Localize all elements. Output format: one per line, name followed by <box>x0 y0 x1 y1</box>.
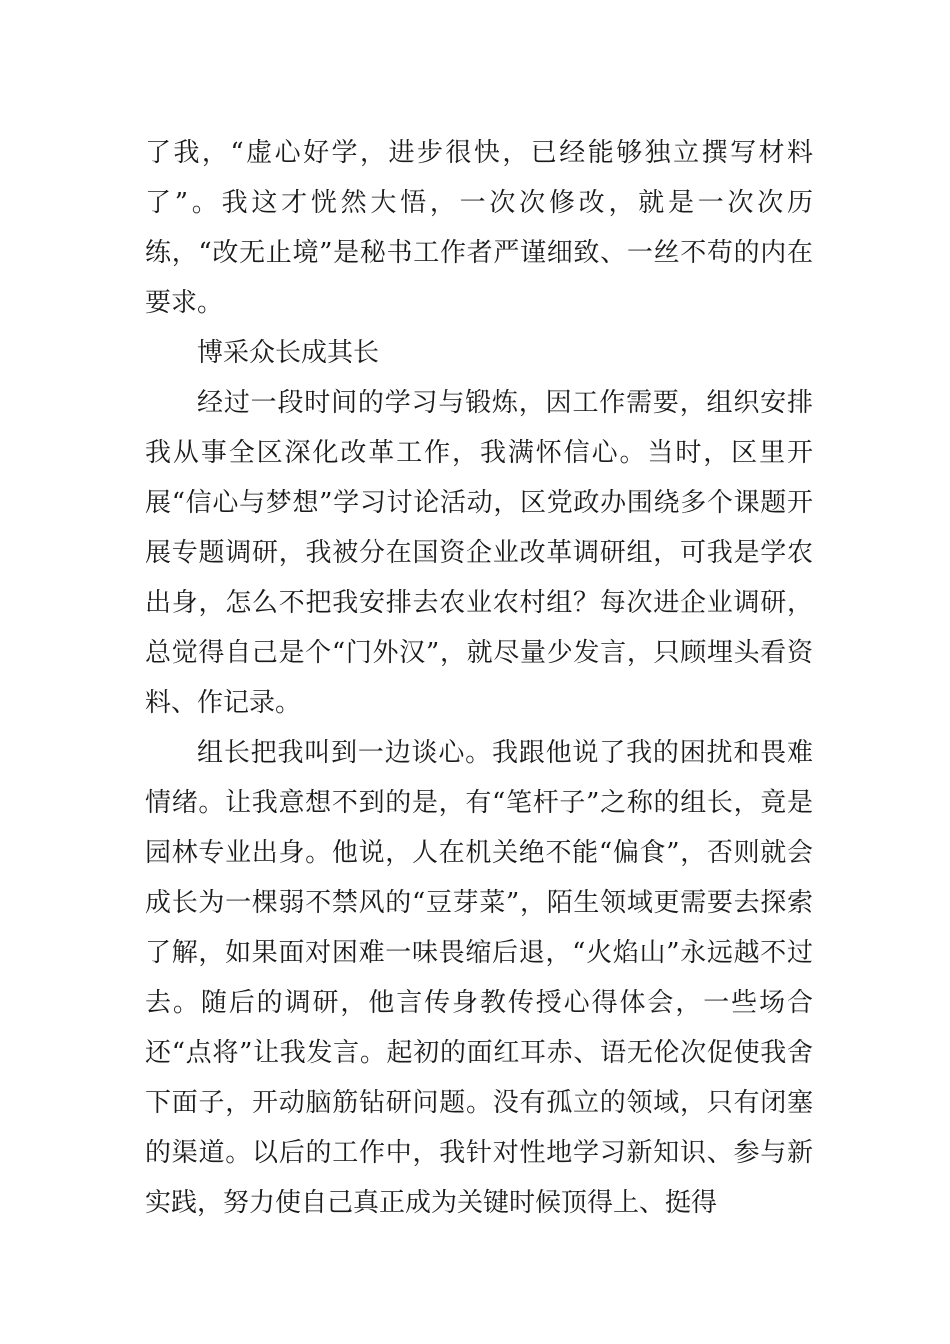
section-heading: 博采众长成其长 <box>197 338 380 368</box>
paragraph: 组长把我叫到一边谈心。我跟他说了我的困扰和畏难情绪。让我意想不到的是，有“笔杆子”之称的组长，竟是园林专业出身。他说，人在机关绝不能“偏食”，否则就会成长为一棵弱不禁风的“豆芽菜”，陌生领域更需要去探索了解，如果面对困难一味畏缩后退，“火焰山”永远越不过去。随后的调研，他言传身教传授心得体会，一些场合还“点将”让我发言。起初的面红耳赤、语无伦次促使我舍下面子，开动脑筋钻研问题。没有孤立的领域，只有闭塞的渠道。以后的工作中，我针对性地学习新知识、参与新实践，努力使自己真正成为关键时候顶得上、挺得 <box>145 738 813 1218</box>
body-text <box>145 128 813 1228</box>
paragraph: 经过一段时间的学习与锻炼，因工作需要，组织安排我从事全区深化改革工作，我满怀信心。当时，区里开展“信心与梦想”学习讨论活动，区党政办围绕多个课题开展专题调研，我被分在国资企业改革调研组，可我是学农出身，怎么不把我安排去农业农村组？每次进企业调研，总觉得自己是个“门外汉”，就尽量少发言，只顾埋头看资料、作记录。 <box>145 388 813 718</box>
paragraph-continuation: 了我，“虚心好学，进步很快，已经能够独立撰写材料了”。我这才恍然大悟，一次次修改，就是一次次历练，“改无止境”是秘书工作者严谨细致、一丝不苟的内在要求。 <box>145 138 813 318</box>
